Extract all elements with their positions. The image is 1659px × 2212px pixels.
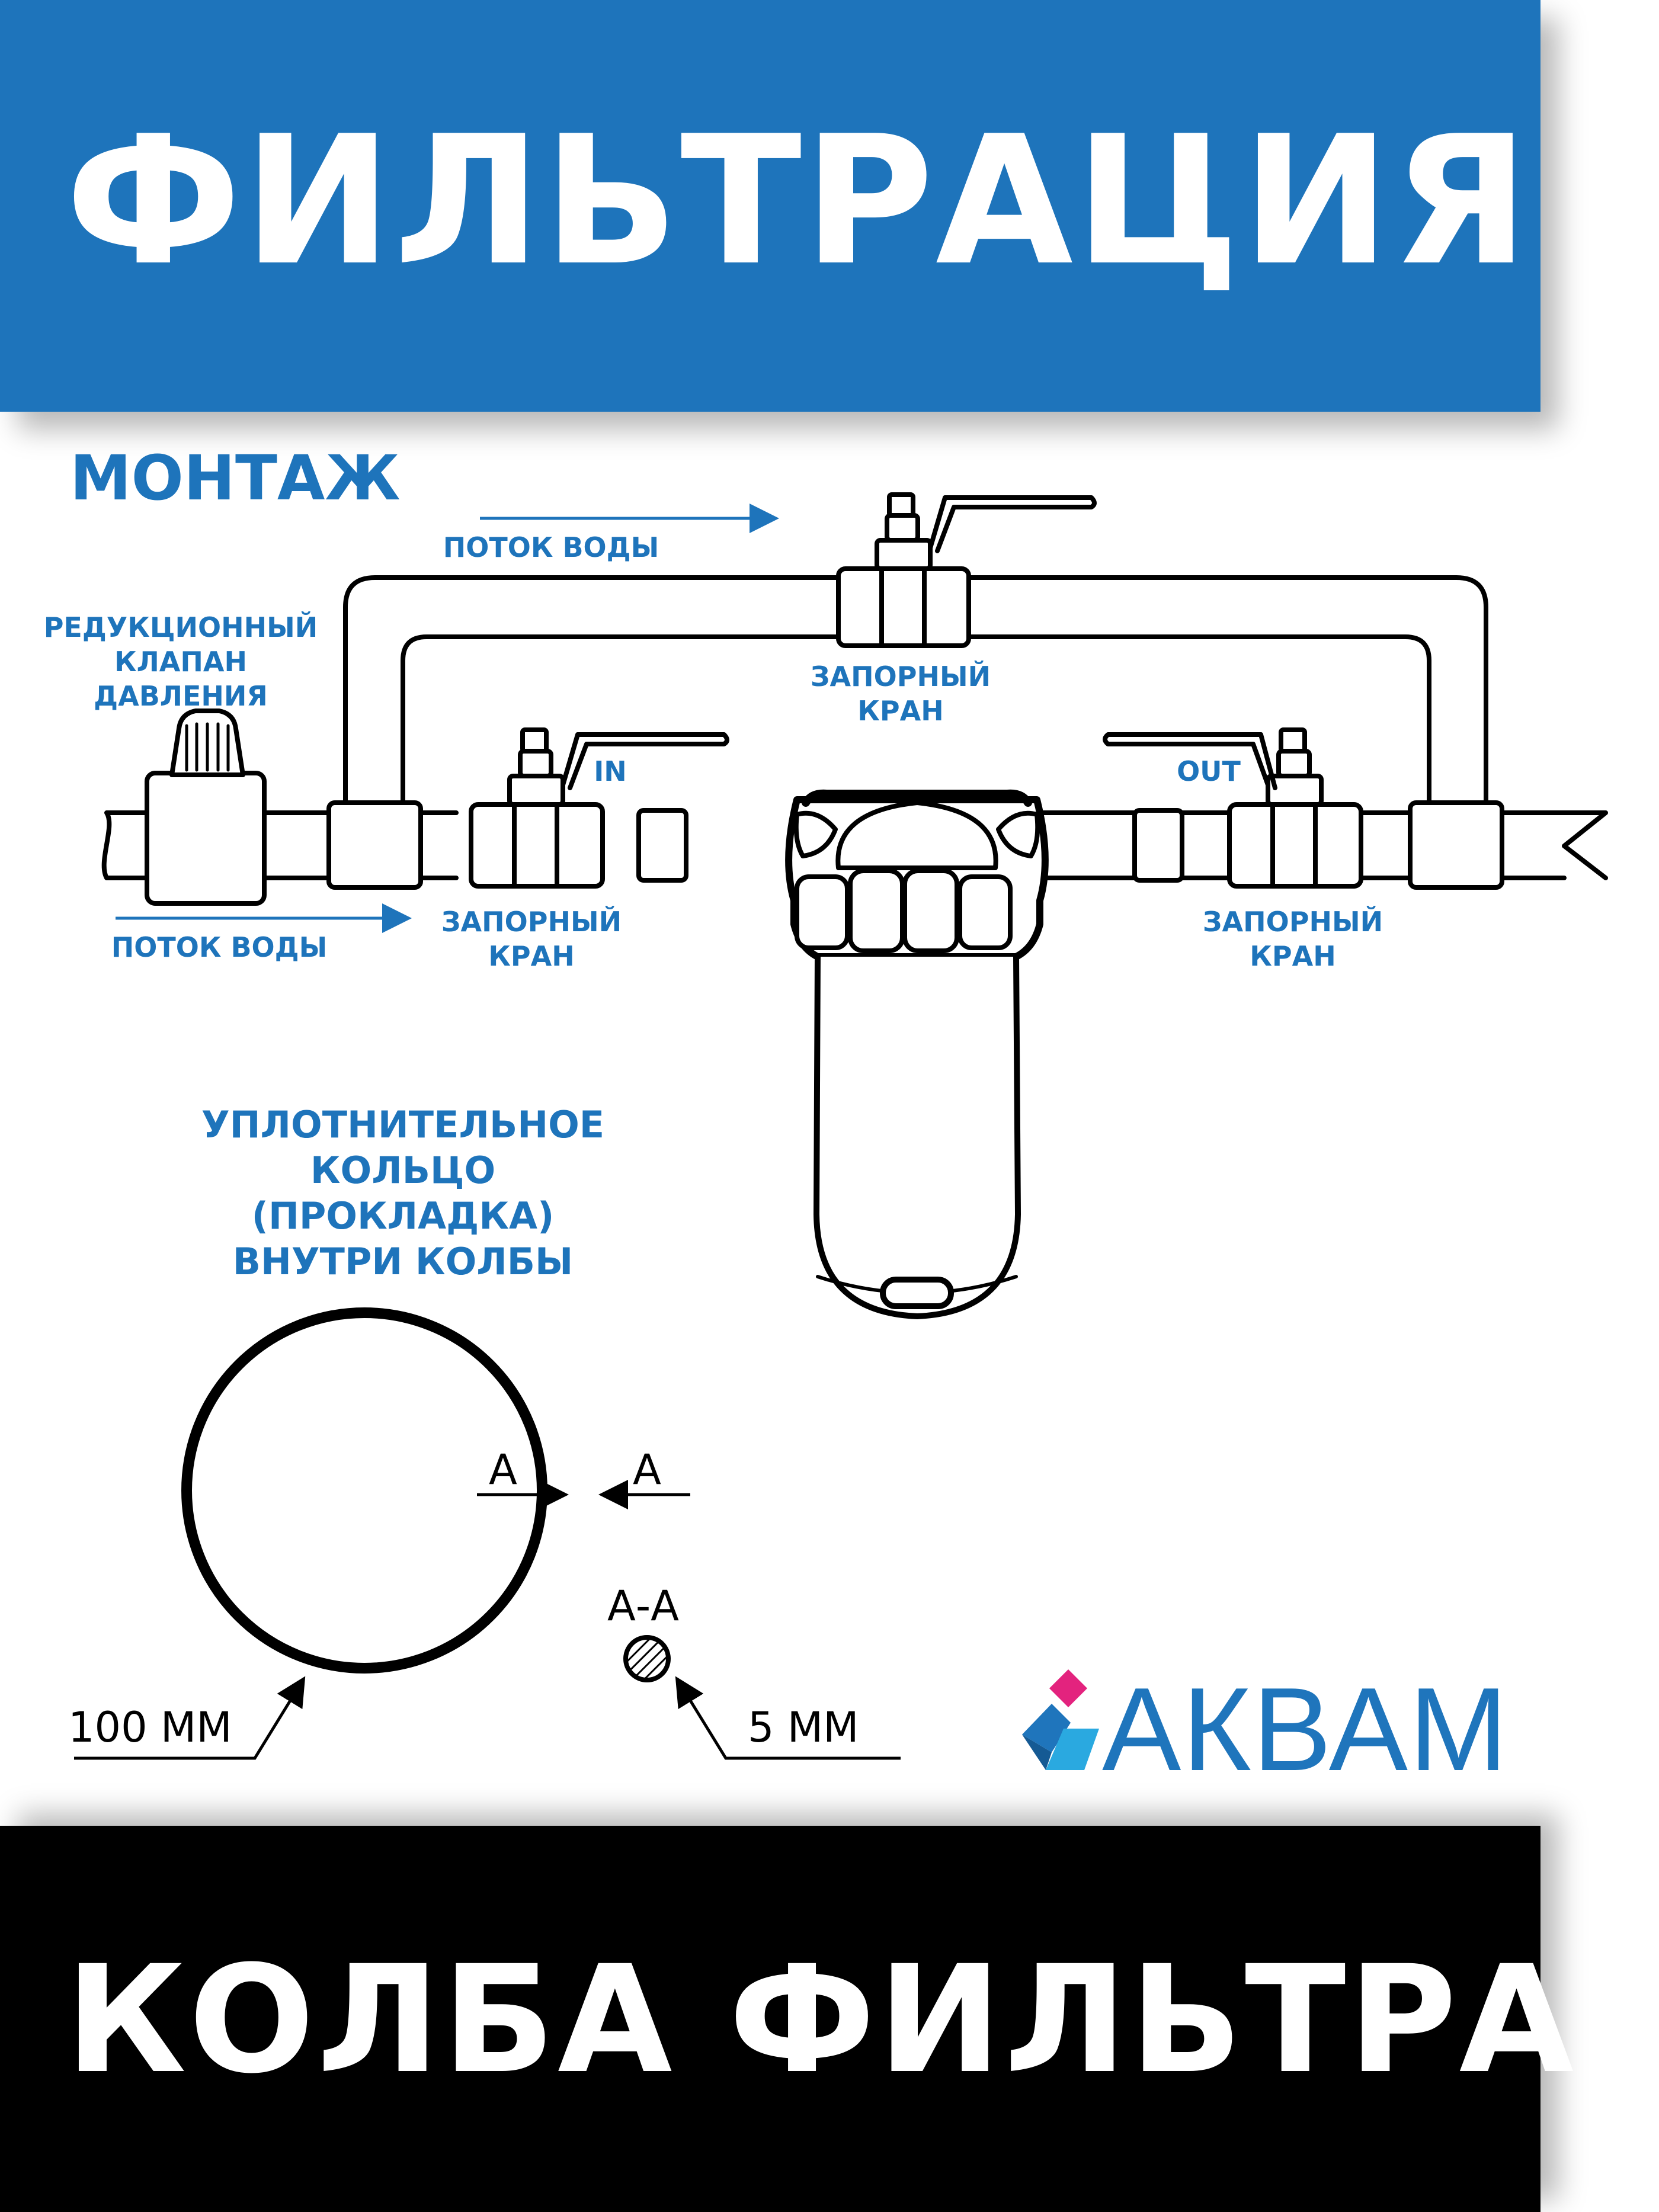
valve-right-label-2: КРАН xyxy=(1250,940,1336,972)
valve-left-label-2: КРАН xyxy=(488,940,575,972)
ring-title-4: ВНУТРИ КОЛБЫ xyxy=(232,1240,574,1283)
flow-label-bottom: ПОТОК ВОДЫ xyxy=(111,931,328,963)
brand-logo-icon xyxy=(1022,1669,1102,1773)
valve-top-label-1: ЗАПОРНЫЙ xyxy=(810,661,991,693)
valve-bypass xyxy=(838,495,1094,646)
section-name-label: А-А xyxy=(607,1582,680,1630)
reducer-label-2: КЛАПАН xyxy=(114,646,248,678)
ring-title-1: УПЛОТНИТЕЛЬНОЕ xyxy=(201,1103,605,1146)
coupling-right xyxy=(1135,810,1182,880)
ring-title-2: КОЛЬЦО xyxy=(310,1149,496,1192)
section-label-left: А xyxy=(489,1445,517,1494)
thickness-label: 5 ММ xyxy=(748,1703,859,1752)
valve-in xyxy=(471,730,727,886)
reducer-label-3: ДАВЛЕНИЯ xyxy=(94,680,268,712)
diameter-label: 100 ММ xyxy=(68,1703,232,1752)
header-banner xyxy=(0,0,1540,412)
section-title: МОНТАЖ xyxy=(70,442,401,514)
footer-title: КОЛБА ФИЛЬТРА xyxy=(65,1934,1577,2106)
brand-name: АКВАМ xyxy=(1102,1663,1509,1796)
reducer-label-1: РЕДУКЦИОННЫЙ xyxy=(43,611,318,643)
coupling-left xyxy=(639,810,686,880)
page-title: ФИЛЬТРАЦИЯ xyxy=(65,98,1531,304)
valve-top-label-2: КРАН xyxy=(857,695,944,727)
ring-cross-section xyxy=(626,1637,668,1680)
filter-bowl xyxy=(816,957,1018,1316)
flow-label-top: ПОТОК ВОДЫ xyxy=(443,531,659,563)
ring-title-3: (ПРОКЛАДКА) xyxy=(251,1194,555,1238)
out-label: OUT xyxy=(1177,755,1241,787)
valve-left-label-1: ЗАПОРНЫЙ xyxy=(441,906,622,938)
in-label: IN xyxy=(594,755,627,787)
section-label-right: А xyxy=(633,1445,661,1494)
filter-housing xyxy=(789,794,1045,1316)
installation-diagram xyxy=(0,415,1659,1825)
pressure-reducer-body xyxy=(147,773,264,903)
tee-left xyxy=(329,803,421,887)
valve-right-label-1: ЗАПОРНЫЙ xyxy=(1202,906,1383,938)
tee-right xyxy=(1410,803,1502,887)
